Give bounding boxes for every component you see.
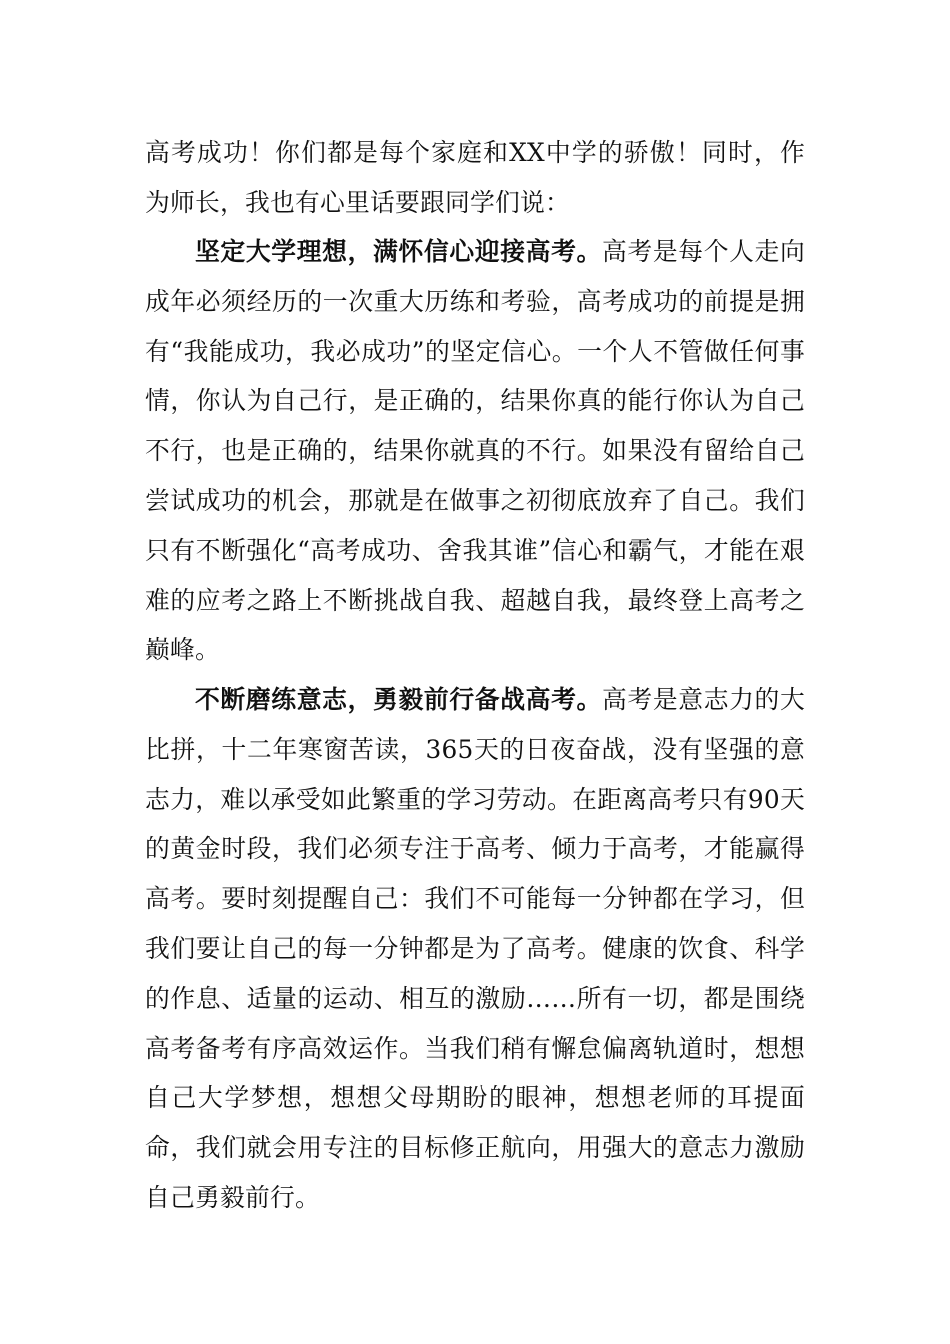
paragraph-heading: 不断磨练意志，勇毅前行备战高考。 [195, 685, 602, 714]
paragraph-body: 高考是意志力的大比拼，十二年寒窗苦读，365天的日夜奋战，没有坚强的意志力，难以承受如此繁重的学习劳动。在距离高考只有90天的黄金时段，我们必须专注于高考、倾力于高考，才能赢得高考。要时刻提醒自己：我们不可能每一分钟都在学习，但我们要让自己的每一分钟都是为了高考。健康的饮食、科学的作息、适量的运动、相互的激励……所有一切，都是围绕高考备考有序高效运作。当我们稍有懈怠偏离轨道时，想想自己大学梦想，想想父母期盼的眼神，想想老师的耳提面命，我们就会用专注的目标修正航向，用强大的意志力激励自己勇毅前行。 [145, 685, 805, 1212]
paragraph-confidence [145, 227, 805, 675]
paragraph-intro [145, 128, 805, 228]
paragraph-body: 高考是每个人走向成年必须经历的一次重大历练和考验，高考成功的前提是拥有“我能成功，我必成功”的坚定信心。一个人不管做任何事情，你认为自己行，是正确的，结果你真的能行你认为自己不行，也是正确的，结果你就真的不行。如果没有留给自己尝试成功的机会，那就是在做事之初彻底放弃了自己。我们只有不断强化“高考成功、舍我其谁”信心和霸气，才能在艰难的应考之路上不断挑战自我、超越自我，最终登上高考之巅峰。 [145, 237, 805, 665]
paragraph-willpower [145, 675, 805, 1223]
paragraph-body: 高考成功！你们都是每个家庭和XX中学的骄傲！同时，作为师长，我也有心里话要跟同学们说： [145, 138, 805, 217]
paragraph-heading: 坚定大学理想，满怀信心迎接高考。 [195, 237, 602, 266]
